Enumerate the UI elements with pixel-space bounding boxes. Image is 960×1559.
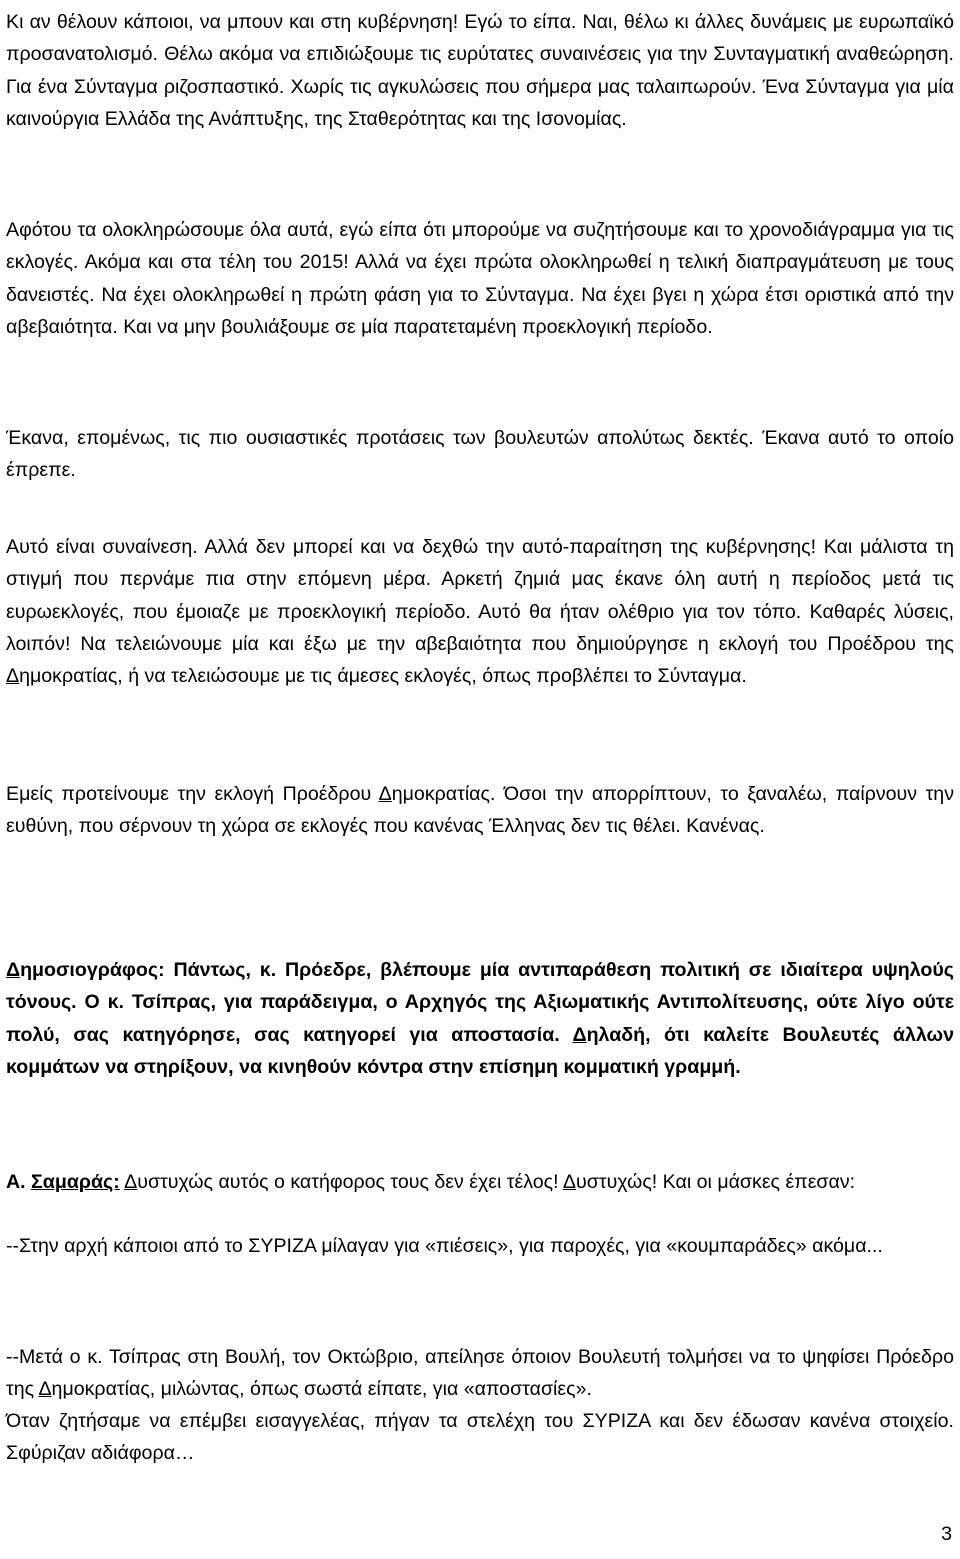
paragraph-4-text-a: Αυτό είναι συναίνεση. Αλλά δεν μπορεί και να δεχθώ την αυτό-παραίτηση της κυβέρνησης! Και μάλιστα τη στιγμή που περνάμε πια στην επόμενη μέρα. Αρκετή ζημιά μας έκανε όλη αυτή η περίοδος μετά τις ευρωεκλογές, που έμοιαζε με προεκλογική περίοδο. Αυτό θα ήταν ολέθριο για τον τόπο. Καθαρές λύσεις, λοιπόν! Να τελειώνουμε μία και έξω με την αβεβαιότητα που δημιούργησε η εκλογή του Προέδρου της <box>6 536 954 655</box>
paragraph-5-text-b: ημοκρατίας. Όσοι την απορρίπτουν, το ξαναλέω, παίρνουν την ευθύνη, που σέρνουν τη χώρα σε εκλογές που κανένας Έλληνας δεν τις θέλει. Κανένας. <box>6 783 955 838</box>
paragraph-1-text: Κι αν θέλουν κάποιοι, να μπουν και στη κυβέρνηση! Εγώ το είπα. Ναι, θέλω κι άλλες δυνάμεις με ευρωπαϊκό προσανατολισμό. Θέλω ακόμα να επιδιώξουμε τις ευρύτατες συναινέσεις για την Συνταγματική αναθεώρηση. Για ένα Σύνταγμα ριζοσπαστικό. Χωρίς τις αγκυλώσεις που σήμερα μας ταλαιπωρούν. Ένα Σύνταγμα για μία καινούργια Ελλάδα της Ανάπτυξης, της Σταθερότητας και της Ισονομίας. <box>6 11 954 130</box>
answer-line-3-text: Όταν ζητήσαμε να επέμβει εισαγγελέας, πήγαν τα στελέχη του ΣΥΡΙΖΑ και δεν έδωσαν κανένα στοιχείο. Σφύριζαν αδιάφορα… <box>6 1410 954 1465</box>
paragraph-1 <box>6 6 954 135</box>
answer-line-2-text-b: ημοκρατίας, μιλώντας, όπως σωστά είπατε, για «αποστασίες». <box>51 1378 592 1401</box>
paragraph-4 <box>6 531 954 692</box>
paragraph-4-text-b: ημοκρατίας, ή να τελειώσουμε με τις άμεσες εκλογές, όπως προβλέπει το Σύνταγμα. <box>19 665 747 688</box>
journalist-question-underlined-letter: Δ <box>572 1023 587 1046</box>
paragraph-5 <box>6 778 954 843</box>
paragraph-5-text-a: Εμείς προτείνουμε την εκλογή Προέδρου <box>6 783 379 805</box>
answer-text-2: υστυχώς! Και οι μάσκες έπεσαν: <box>576 1171 856 1193</box>
journalist-label-underlined-letter: Δ <box>6 959 21 981</box>
answer-line-2-underlined-letter: Δ <box>38 1378 52 1401</box>
answer-line-2-text-a: --Μετά ο κ. Τσίπρας στη Βουλή, τον Οκτώβριο, απείλησε όποιον Βουλευτή τολμήσει να το ψηφίσει Πρόεδρο της <box>6 1346 954 1401</box>
paragraph-2 <box>6 214 954 343</box>
paragraph-3-text: Έκανα, επομένως, τις πιο ουσιαστικές προτάσεις των βουλευτών απολύτως δεκτές. Έκανα αυτό το οποίο έπρεπε. <box>6 427 954 482</box>
paragraph-5-underlined-letter: Δ <box>378 783 392 805</box>
answer-underlined-letter-2: Δ <box>562 1171 577 1193</box>
speaker-name: Σαμαράς: <box>31 1171 120 1193</box>
journalist-question-text: Πάντως, κ. Πρόεδρε, βλέπουμε μία αντιπαράθεση πολιτική σε ιδιαίτερα υψηλούς τόνους. Ο κ. Τσίπρας, για παράδειγμα, ο Αρχηγός της Αξιωματικής Αντιπολίτευσης, ούτε λίγο ούτε πολύ, σας κατηγόρησε, σας κατηγορεί για αποστασία. <box>6 959 954 1046</box>
answer-line-2 <box>6 1341 954 1406</box>
journalist-question <box>6 954 954 1083</box>
answer-paragraph <box>6 1166 954 1198</box>
answer-text-1: υστυχώς αυτός ο κατήφορος τους δεν έχει τέλος! <box>137 1171 563 1193</box>
journalist-question-text-2: ηλαδή, ότι καλείτε Βουλευτές άλλων κομμάτων να στηρίξουν, να κινηθούν κόντρα στην επίσημη κομματική γραμμή. <box>6 1023 954 1078</box>
answer-underlined-letter-1: Δ <box>124 1171 138 1193</box>
paragraph-3 <box>6 422 954 487</box>
page-number: 3 <box>941 1523 952 1545</box>
answer-line-1-text: --Στην αρχή κάποιοι από το ΣΥΡΙΖΑ μίλαγαν για «πιέσεις», για παροχές, για «κουμπαράδες» ακόμα... <box>6 1235 883 1257</box>
answer-line-3 <box>6 1405 954 1470</box>
answer-line-1 <box>6 1230 954 1262</box>
paragraph-2-text: Αφότου τα ολοκληρώσουμε όλα αυτά, εγώ είπα ότι μπορούμε να συζητήσουμε και το χρονοδιάγραμμα για τις εκλογές. Ακόμα και στα τέλη του 2015! Αλλά να έχει πρώτα ολοκληρωθεί η τελική διαπραγμάτευση με τους δανειστές. Να έχει ολοκληρωθεί η πρώτη φάση για το Σύνταγμα. Να έχει βγει η χώρα έτσι οριστικά από την αβεβαιότητα. Και να μην βουλιάξουμε σε μία παρατεταμένη προεκλογική περίοδο. <box>6 219 954 338</box>
journalist-label: ημοσιογράφος: <box>20 959 165 981</box>
speaker-initial: Α. <box>6 1171 32 1193</box>
paragraph-4-underlined-letter: Δ <box>6 665 20 688</box>
